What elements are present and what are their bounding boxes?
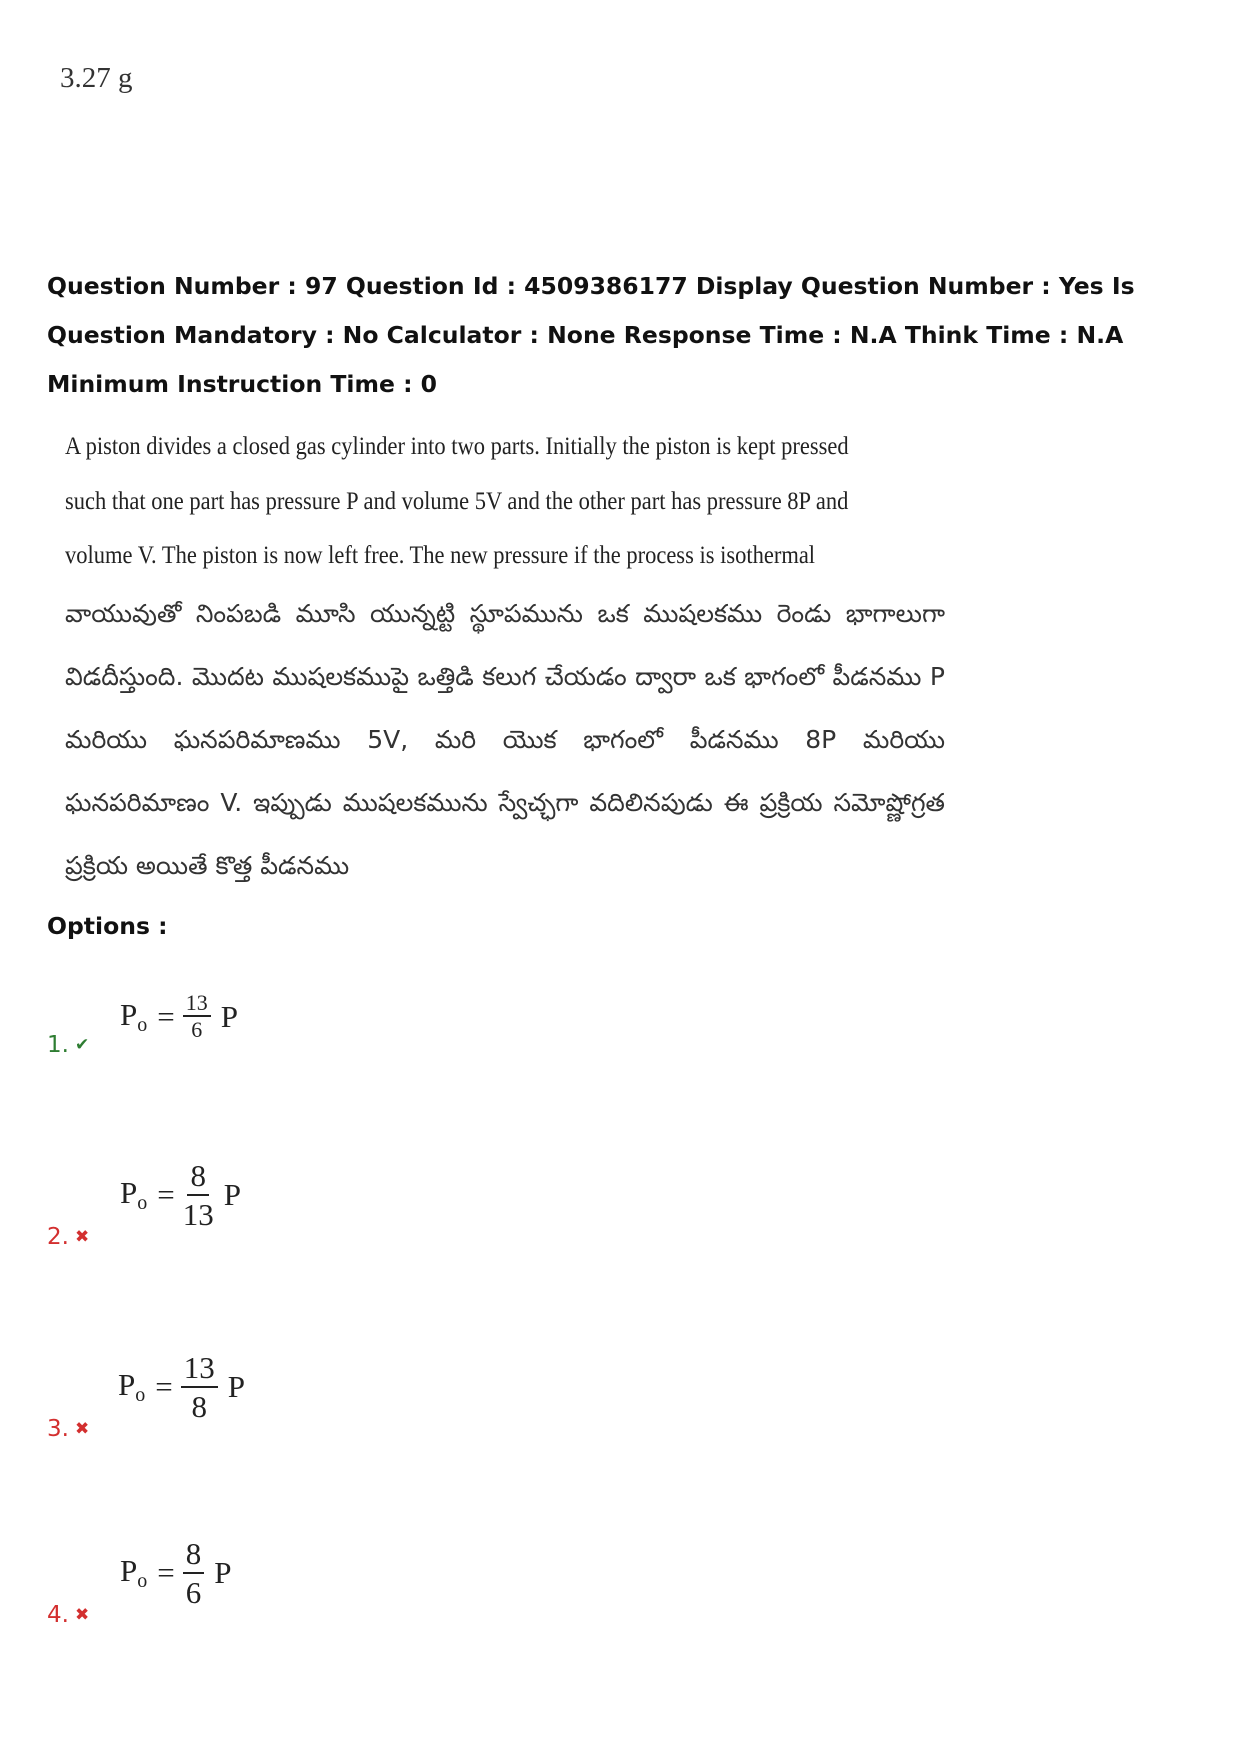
fraction-denominator: 6: [185, 1574, 202, 1610]
cross-icon: ✖: [74, 1605, 90, 1625]
cross-icon: ✖: [74, 1419, 90, 1439]
fraction-numerator: 13: [183, 990, 211, 1017]
formula-lhs: $P_o$: [118, 1367, 146, 1407]
question-metadata: Question Number : 97 Question Id : 4509386177 Display Question Number : Yes Is Question Mandatory : No Calculator : None Response Time : N.A Think Time : N.A Minimum Instruction Time : 0: [47, 272, 1135, 398]
check-icon: ✔: [74, 1035, 90, 1055]
option-3-formula: [118, 1350, 245, 1425]
option-1-formula: [120, 990, 238, 1044]
option-1-number: 1. ✔: [47, 1032, 90, 1058]
fraction-denominator: 6: [191, 1017, 203, 1043]
option-1: [0, 990, 600, 1100]
options-heading: Options :: [47, 912, 168, 940]
fraction-denominator: 8: [191, 1388, 207, 1424]
question-text-telugu: వాయువుతో నింపబడి మూసి యున్నట్టి స్థూపమును ఒక ముషలకము రెండు భాగాలుగా విడదీస్తుంది. మొదట ముషలకముపై ఒత్తిడి కలుగ చేయడం ద్వారా ఒక భాగంలో పీడనము P మరియు ఘనపరిమాణము 5V, మరి యొక భాగంలో పీడనము 8P మరియు ఘనపరిమాణం V. ఇప్పుడు ముషలకమును స్వేచ్ఛగా వదిలినపుడు ఈ ప్రక్రియ సమోష్ణోగ్రత ప్రక్రియ అయితే కొత్త పీడనము: [65, 599, 945, 880]
formula-lhs: $P_o$: [120, 996, 148, 1036]
option-2-number: 2. ✖: [47, 1224, 90, 1250]
formula-fraction: [181, 1350, 218, 1425]
formula-fraction: [183, 990, 211, 1044]
formula-equals: =: [155, 1369, 173, 1405]
option-4-number: 4. ✖: [47, 1602, 90, 1628]
option-2: [0, 1158, 600, 1268]
fraction-numerator: 8: [187, 1158, 209, 1196]
formula-lhs: $P_o$: [120, 1175, 148, 1215]
formula-equals: =: [157, 998, 175, 1034]
option-3: [0, 1350, 600, 1460]
previous-answer-text: 3.27 g: [60, 62, 133, 94]
formula-equals: =: [157, 1555, 175, 1591]
formula-lhs: $P_o$: [120, 1553, 148, 1593]
formula-rhs: P: [220, 998, 238, 1034]
fraction-numerator: 8: [183, 1536, 205, 1574]
option-4-formula: [120, 1536, 231, 1611]
fraction-numerator: 13: [181, 1350, 218, 1388]
formula-fraction: [183, 1158, 214, 1233]
option-3-number: 3. ✖: [47, 1416, 90, 1442]
fraction-denominator: 13: [182, 1196, 214, 1232]
cross-icon: ✖: [74, 1227, 90, 1247]
option-4: [0, 1536, 600, 1646]
formula-equals: =: [157, 1177, 175, 1213]
formula-fraction: [183, 1536, 205, 1611]
option-2-formula: [120, 1158, 241, 1233]
question-text-english: A piston divides a closed gas cylinder into two parts. Initially the piston is kept pressed such that one part has pressure P and volume 5V and the other part has pressure 8P and volume V. The piston is now left free. The new pressure if the process is isothermal: [65, 433, 849, 569]
formula-rhs: P: [227, 1369, 245, 1405]
formula-rhs: P: [223, 1177, 241, 1213]
formula-rhs: P: [214, 1555, 232, 1591]
